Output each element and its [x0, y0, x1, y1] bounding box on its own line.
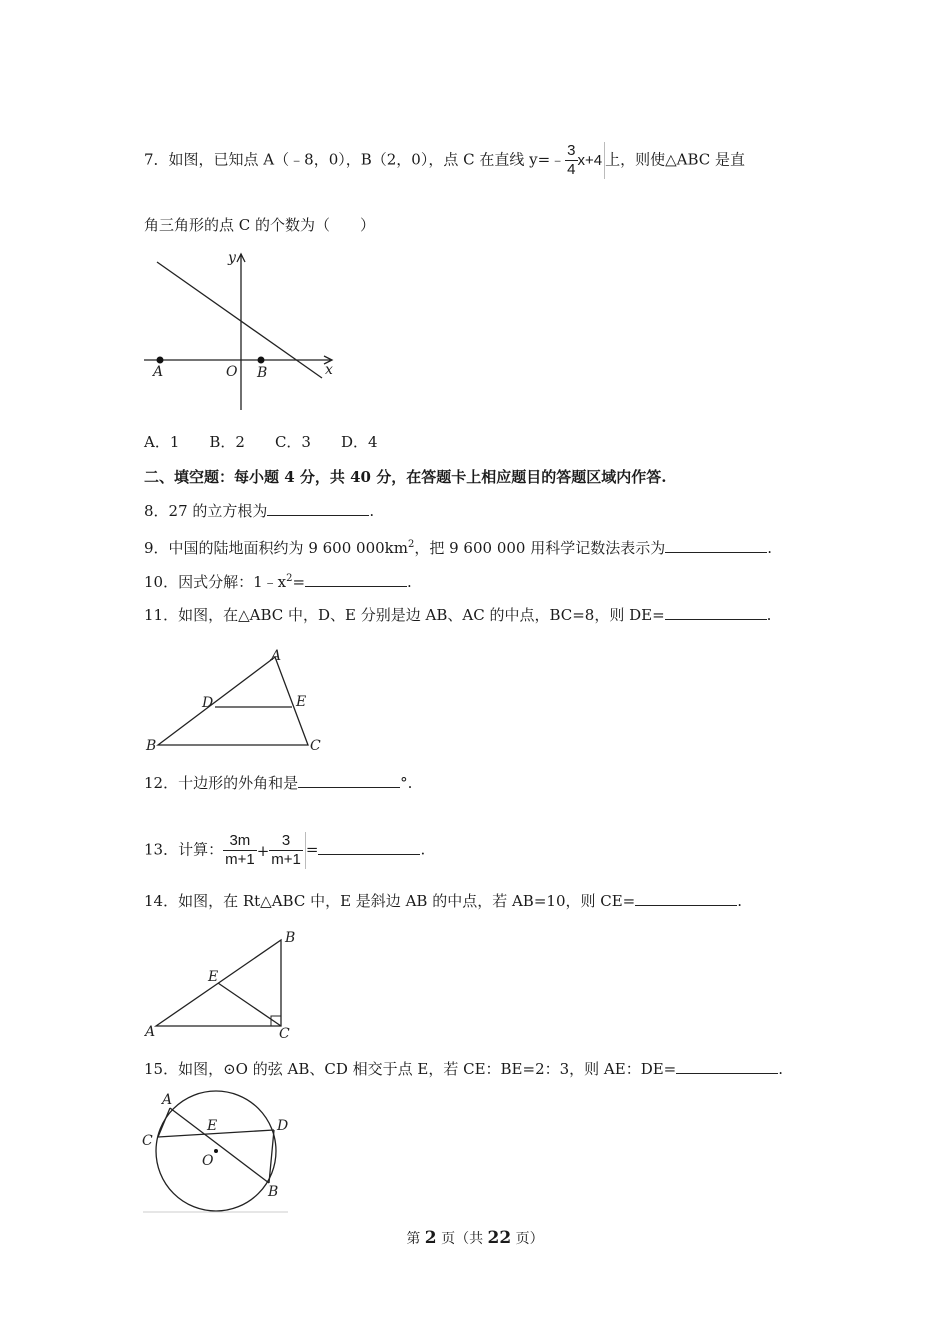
- q12: [144, 773, 412, 793]
- q9-period: .: [767, 539, 773, 557]
- q7-text-pre: 7．如图，已知点 A（﹣8，0），B（2，0），点 C 在直线 y=﹣: [144, 150, 566, 169]
- label-o: O: [202, 1153, 214, 1169]
- q7-line1: [144, 142, 745, 179]
- q11: [144, 605, 771, 625]
- label-c: C: [279, 1026, 290, 1041]
- label-d: D: [277, 1118, 289, 1134]
- q7-formula-tail: x+4: [577, 151, 603, 169]
- q10-equals: =: [292, 573, 306, 591]
- q14-answer-blank[interactable]: [635, 891, 737, 906]
- q9-text-mid: ，把 9 600 000 用科学记数法表示为: [414, 539, 666, 557]
- label-o: O: [226, 364, 238, 380]
- q7-formula: [565, 142, 605, 179]
- q13-equals: =: [305, 840, 319, 859]
- chord-ab: [170, 1108, 269, 1183]
- label-c: C: [142, 1133, 153, 1149]
- q13: [144, 832, 425, 869]
- q11-text: 11．如图，在△ABC 中，D、E 分别是边 AB、AC 的中点，BC=8，则 DE=: [144, 606, 665, 624]
- q7-frac-den: 4: [567, 161, 576, 178]
- q10-superscript: 2: [286, 573, 293, 584]
- q13-text: 13．计算：: [144, 840, 224, 859]
- q15-period: .: [778, 1060, 784, 1078]
- q15-text: 15．如图，⊙O 的弦 AB、CD 相交于点 E，若 CE：BE=2：3，则 AE：DE=: [144, 1060, 677, 1078]
- q8-text: 8．27 的立方根为: [144, 502, 268, 520]
- q7-frac-num: 3: [567, 142, 576, 159]
- footer-mid: 页（共: [436, 1231, 488, 1247]
- label-b: B: [257, 365, 268, 381]
- q14-text: 14．如图，在 Rt△ABC 中，E 是斜边 AB 的中点，若 AB=10，则 CE=: [144, 892, 636, 910]
- q13-answer-blank[interactable]: [318, 840, 420, 855]
- q14-figure: [144, 926, 304, 1041]
- segment-ac: [158, 1108, 170, 1137]
- q7-fraction: [565, 142, 577, 179]
- label-b: B: [285, 930, 296, 946]
- label-a: A: [145, 1024, 156, 1040]
- q14-period: .: [737, 892, 743, 910]
- q15: [144, 1059, 783, 1079]
- point-b: [258, 357, 265, 364]
- point-a: [157, 357, 164, 364]
- q13-expression: [223, 832, 306, 869]
- page-number: 2: [424, 1228, 437, 1248]
- q7-options: A．1 B．2 C．3 D．4: [144, 433, 378, 451]
- q9-answer-blank[interactable]: [665, 538, 767, 553]
- q9-text: 9．中国的陆地面积约为 9 600 000km: [144, 539, 408, 557]
- q8-answer-blank[interactable]: [267, 501, 369, 516]
- q11-period: .: [766, 606, 772, 624]
- label-c: C: [310, 738, 321, 754]
- q13-plus: +: [256, 841, 270, 860]
- footer-pre: 第: [406, 1231, 425, 1247]
- label-d: D: [202, 695, 214, 711]
- segment-ce: [218, 983, 281, 1026]
- q7-figure: [144, 250, 339, 415]
- section-2-title: 二、填空题：每小题 4 分，共 40 分，在答题卡上相应题目的答题区域内作答.: [144, 468, 667, 486]
- q13-frac1-num: 3m: [223, 832, 257, 851]
- label-y: y: [228, 250, 236, 266]
- label-e: E: [208, 969, 219, 985]
- q10-answer-blank[interactable]: [305, 572, 407, 587]
- q13-period: .: [420, 840, 426, 859]
- q12-text: 12．十边形的外角和是: [144, 774, 299, 792]
- label-x: x: [325, 362, 333, 378]
- q9-superscript: 2: [407, 539, 415, 550]
- q7-text-post: 上，则使△ABC 是直: [605, 150, 746, 169]
- label-b: B: [268, 1184, 279, 1200]
- label-e: E: [207, 1118, 218, 1134]
- q13-frac1-den: m+1: [225, 851, 255, 868]
- q12-answer-blank[interactable]: [298, 773, 400, 788]
- label-a: A: [153, 364, 164, 380]
- q9: [144, 535, 772, 558]
- label-a: A: [271, 648, 282, 664]
- q10: [144, 569, 412, 592]
- q11-answer-blank[interactable]: [665, 605, 767, 620]
- label-b: B: [146, 738, 157, 754]
- q7-line2: 角三角形的点 C 的个数为（ ）: [144, 216, 376, 234]
- label-a: A: [162, 1092, 173, 1108]
- q15-figure: [138, 1088, 298, 1218]
- q11-figure: [144, 642, 329, 757]
- q10-text: 10．因式分解：1﹣x: [144, 573, 287, 591]
- q10-period: .: [407, 573, 412, 591]
- center-o: [214, 1149, 218, 1153]
- total-pages: 22: [487, 1228, 512, 1248]
- page-footer: [0, 1228, 950, 1248]
- q13-fraction-1: [223, 832, 257, 869]
- footer-post: 页）: [511, 1231, 544, 1247]
- q8-period: .: [369, 502, 375, 520]
- q13-frac2-num: 3: [269, 832, 303, 851]
- q14: [144, 891, 742, 911]
- label-e: E: [296, 694, 307, 710]
- triangle-abc: [158, 657, 308, 745]
- q13-frac2-den: m+1: [271, 851, 301, 868]
- q13-fraction-2: [269, 832, 303, 869]
- q15-answer-blank[interactable]: [676, 1059, 778, 1074]
- q12-degree: °.: [400, 774, 413, 792]
- q8: [144, 501, 374, 521]
